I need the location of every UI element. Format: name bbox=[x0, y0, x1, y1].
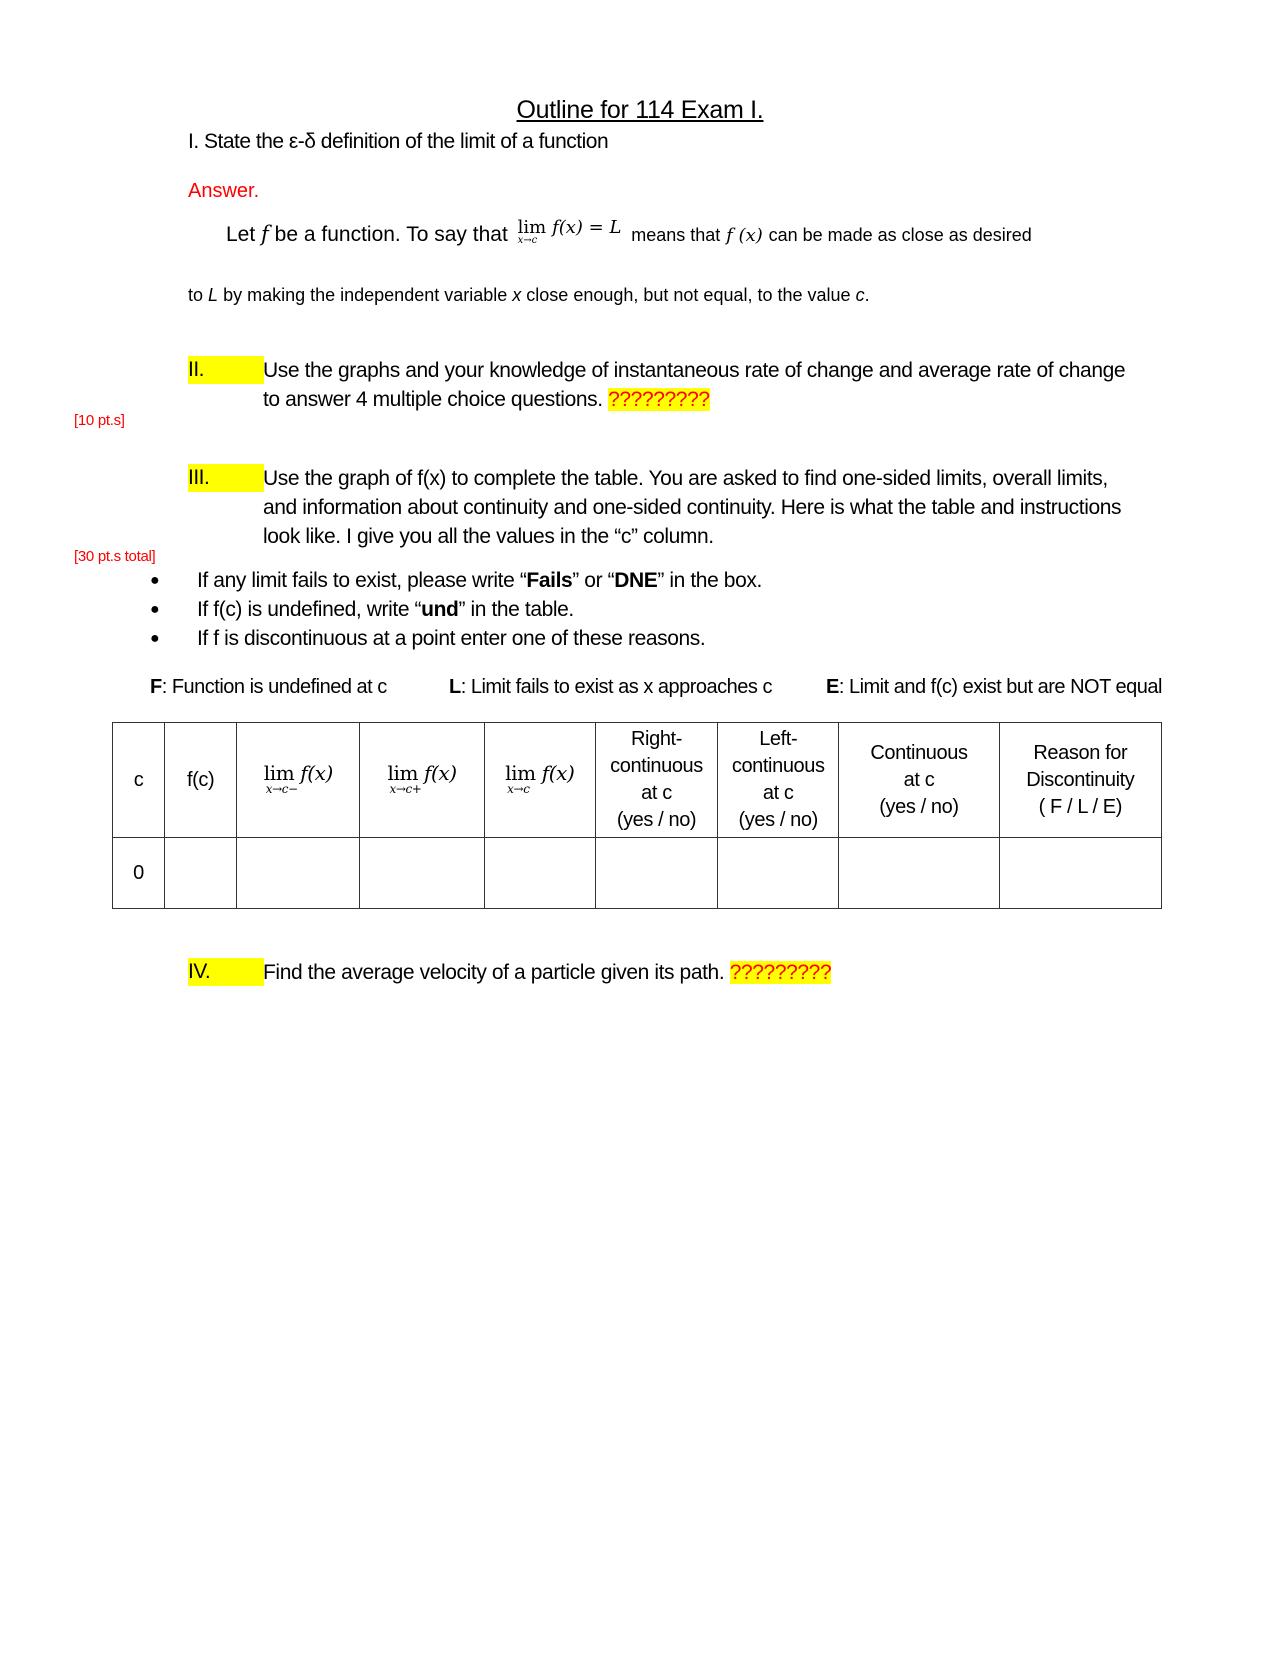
cell-limit[interactable] bbox=[484, 838, 595, 909]
instruction-item: ● If f is discontinuous at a point enter one of these reasons. bbox=[148, 624, 762, 653]
def2-c: c bbox=[855, 285, 865, 305]
def-fx: f (x) bbox=[726, 225, 763, 246]
def2-to: to bbox=[188, 285, 204, 305]
instruction-item: ● If any limit fails to exist, please write “Fails” or “DNE” in the box. bbox=[148, 566, 762, 595]
def2-x: x bbox=[512, 285, 522, 305]
cell-fc[interactable] bbox=[165, 838, 237, 909]
instruction-list bbox=[148, 566, 762, 653]
definition-line-1 bbox=[226, 217, 1032, 247]
section-ii-points: [10 pt.s] bbox=[74, 412, 125, 429]
section-iv-text bbox=[263, 958, 1133, 987]
def-f: f bbox=[261, 222, 269, 246]
cell-right-limit[interactable] bbox=[360, 838, 484, 909]
section-iv-marker: ????????? bbox=[729, 961, 832, 984]
legend-l: L: Limit fails to exist as x approaches c bbox=[449, 676, 772, 698]
page-title: Outline for 114 Exam I. bbox=[516, 96, 764, 124]
section-iii-text: Use the graph of f(x) to complete the table. You are asked to find one-sided limits, overall limits, and information about continuity and one-sided continuity. Here is what the table and instructions look like. I give you all the values in the “c” column. bbox=[263, 467, 1122, 548]
lim-subscript: x→c bbox=[517, 235, 538, 246]
limits-table bbox=[112, 722, 1162, 909]
legend-f: F: Function is undefined at c bbox=[150, 676, 387, 698]
header-left-continuous: Left- continuous at c (yes / no) bbox=[718, 723, 839, 838]
table-header-row bbox=[113, 723, 1162, 838]
header-fc: f(c) bbox=[165, 723, 237, 838]
def2-period: . bbox=[864, 285, 870, 305]
section-iii-numeral: III. bbox=[188, 464, 264, 492]
definition-line-2 bbox=[188, 285, 870, 306]
lim-expr: f(x) = L bbox=[552, 217, 622, 238]
header-right-limit: lim f(x) x→c+ bbox=[360, 723, 484, 838]
def-close-as-desired: can be made as close as desired bbox=[768, 225, 1032, 245]
section-iv-body: Find the average velocity of a particle given its path. bbox=[263, 961, 725, 984]
def-means-that: means that bbox=[631, 225, 721, 245]
cell-left-limit[interactable] bbox=[237, 838, 360, 909]
section-iv-numeral: IV. bbox=[188, 958, 264, 986]
def2-L: L bbox=[208, 285, 219, 305]
limit-expression bbox=[517, 215, 622, 246]
cell-reason[interactable] bbox=[999, 838, 1161, 909]
header-left-limit: lim f(x) x→c− bbox=[237, 723, 360, 838]
cell-left-continuous[interactable] bbox=[718, 838, 839, 909]
header-right-continuous: Right- continuous at c (yes / no) bbox=[595, 723, 717, 838]
def2-mid: by making the independent variable bbox=[223, 285, 508, 305]
lim-word: lim bbox=[517, 217, 547, 238]
cell-right-continuous[interactable] bbox=[595, 838, 717, 909]
legend-e: E: Limit and f(c) exist but are NOT equal bbox=[826, 676, 1162, 698]
header-reason: Reason for Discontinuity ( F / L / E) bbox=[999, 723, 1161, 838]
section-ii-text bbox=[263, 356, 1133, 414]
cell-c: 0 bbox=[113, 838, 165, 909]
section-iii-points: [30 pt.s total] bbox=[74, 548, 156, 565]
cell-continuous[interactable] bbox=[839, 838, 999, 909]
header-c: c bbox=[113, 723, 165, 838]
def2-end: close enough, but not equal, to the value bbox=[526, 285, 851, 305]
table-row bbox=[113, 838, 1162, 909]
section-ii-marker: ????????? bbox=[608, 388, 710, 411]
section-ii-numeral: II. bbox=[188, 356, 264, 384]
instruction-item: ● If f(c) is undefined, write “und” in the table. bbox=[148, 595, 762, 624]
def-be-function: be a function. To say that bbox=[274, 223, 508, 246]
header-limit: lim f(x) x→c bbox=[484, 723, 595, 838]
def-let: Let bbox=[226, 223, 256, 246]
section-ii-body: Use the graphs and your knowledge of instantaneous rate of change and average rate of change to answer 4 multiple choice questions. bbox=[263, 359, 1126, 411]
answer-label: Answer. bbox=[188, 180, 260, 202]
header-continuous: Continuous at c (yes / no) bbox=[839, 723, 999, 838]
question-i: I. State the ε-δ definition of the limit of a function bbox=[188, 130, 609, 153]
